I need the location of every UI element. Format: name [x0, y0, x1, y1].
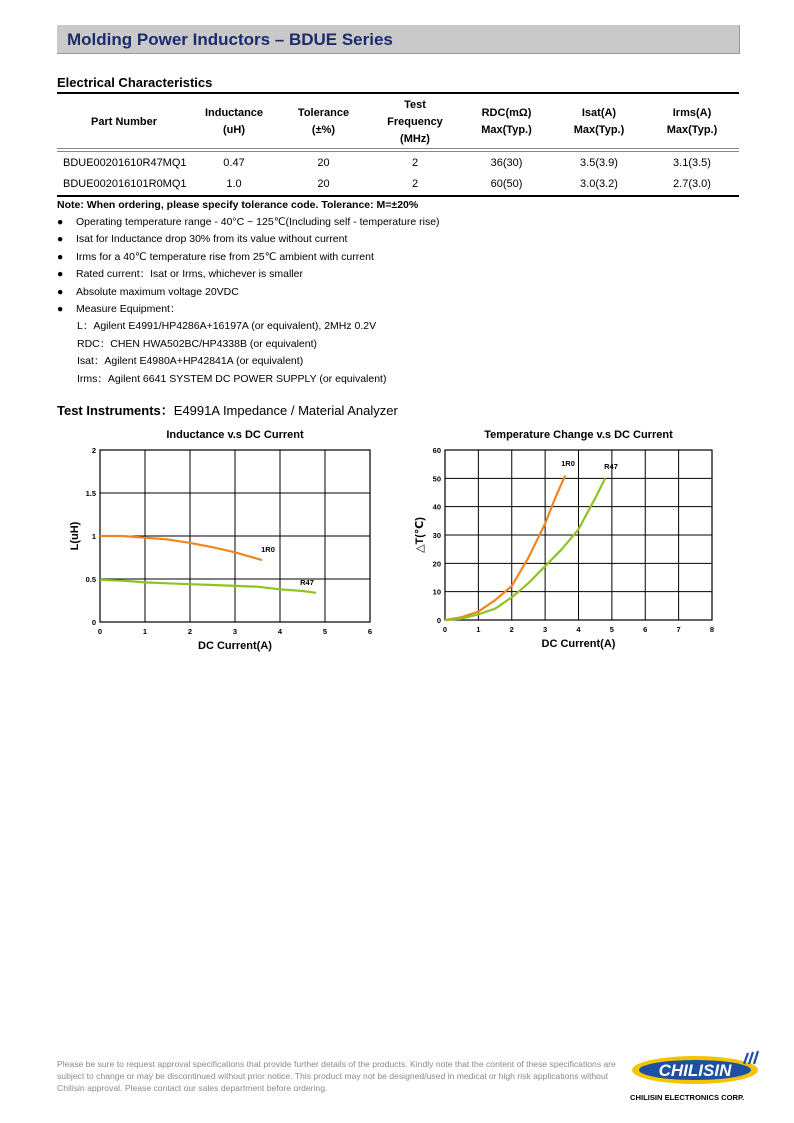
series-label: R47	[300, 578, 314, 587]
series-line-r47	[445, 478, 605, 620]
bullet-icon: ●	[57, 233, 64, 246]
spec-table	[57, 96, 739, 148]
y-tick-label: 0	[91, 618, 96, 627]
series-label: 1R0	[561, 459, 575, 468]
col-header: Part Number	[90, 115, 158, 128]
table-header-divider	[57, 148, 739, 149]
series-label: R47	[604, 462, 618, 471]
y-tick-label: 40	[432, 502, 441, 512]
col-header: RDC(mΩ) Max(Typ.)	[481, 107, 532, 136]
x-tick-label: 1	[476, 625, 481, 634]
rdc-cell: 60(50)	[490, 177, 523, 190]
inductance-cell: 0.47	[223, 156, 245, 169]
col-header: Isat(A) Max(Typ.)	[573, 107, 625, 136]
bullet-list	[57, 214, 739, 388]
bullet-icon: ●	[57, 250, 64, 263]
series-line-1r0	[100, 536, 262, 560]
y-tick-label: 10	[432, 587, 441, 597]
x-tick-label: 4	[576, 625, 581, 634]
footer-disclaimer: Please be sure to request approval specifications that provide further details of the products. Kindly note that the content of these specifications are subject to change or may be discontinued without prior notice. This product may not be designed/used in medical or high risk applications without Chilisin approval. Please contact our sales department before ordering.	[57, 1059, 616, 1093]
part-number-cell: BDUE002016101R0MQ1	[63, 177, 187, 190]
bullet-item: ● Isat for Inductance drop 30% from its value without current	[57, 231, 739, 248]
test-instruments	[57, 400, 398, 419]
series-line-r47	[100, 580, 316, 593]
irms-cell: 3.1(3.5)	[673, 156, 711, 169]
table-header-row	[57, 96, 739, 148]
x-axis-label: DC Current(A)	[541, 638, 616, 650]
rdc-cell: 36(30)	[490, 156, 523, 169]
table-row	[57, 173, 739, 194]
chart-title: Temperature Change v.s DC Current	[484, 429, 673, 441]
irms-cell: 2.7(3.0)	[673, 177, 711, 190]
x-tick-label: 5	[322, 627, 328, 636]
bullet-item: ● Operating temperature range - 40°C ~ 125℃(Including self - temperature rise)	[57, 214, 739, 231]
bullet-icon: ●	[57, 303, 64, 316]
spec-table-body	[57, 152, 739, 194]
y-tick-label: 1.5	[85, 489, 96, 498]
y-tick-label: 0.5	[85, 575, 96, 584]
company-logo	[630, 1050, 765, 1100]
bullet-item: ● Irms for a 40℃ temperature rise from 25℃ ambient with current	[57, 249, 739, 266]
y-tick-label: 1	[91, 532, 96, 541]
equipment-item: Irms：Agilent 6641 SYSTEM DC POWER SUPPLY (or equivalent)	[77, 372, 387, 385]
table-top-rule	[57, 92, 739, 94]
series-line-1r0	[445, 476, 565, 621]
x-axis-label: DC Current(A)	[198, 640, 272, 652]
x-tick-label: 2	[509, 625, 514, 634]
tolerance-cell: 20	[317, 177, 330, 190]
col-header: Inductance (uH)	[204, 107, 264, 136]
y-tick-label: 60	[432, 446, 441, 455]
inductance-chart	[55, 425, 385, 657]
x-tick-label: 2	[187, 627, 193, 636]
x-tick-label: 0	[442, 625, 448, 634]
col-header: Tolerance (±%)	[297, 107, 350, 136]
isat-cell: 3.0(3.2)	[580, 177, 618, 190]
tolerance-cell: 20	[317, 156, 330, 169]
equipment-item: RDC：CHEN HWA502BC/HP4338B (or equivalent)	[77, 337, 318, 350]
x-tick-label: 1	[142, 627, 148, 636]
x-tick-label: 6	[643, 625, 648, 634]
frequency-cell: 2	[411, 177, 419, 190]
bullet-icon: ●	[57, 285, 64, 298]
bullet-item: ● Absolute maximum voltage 20VDC	[57, 284, 739, 301]
x-tick-label: 8	[709, 625, 715, 634]
logo-text: CHILISIN	[658, 1061, 732, 1080]
bullet-icon: ●	[57, 216, 64, 228]
x-tick-label: 0	[97, 627, 103, 636]
y-tick-label: 50	[432, 474, 441, 484]
electrical-title: Electrical Characteristics	[57, 75, 213, 90]
ordering-note: Note: When ordering, please specify tolerance code. Tolerance: M=±20%	[57, 199, 419, 211]
logo-icon	[630, 1050, 765, 1086]
x-tick-label: 4	[277, 627, 283, 636]
frequency-cell: 2	[411, 156, 419, 169]
y-tick-label: 20	[432, 559, 441, 569]
page-title: Molding Power Inductors – BDUE Series	[67, 30, 393, 49]
table-bottom-rule	[57, 195, 739, 197]
y-tick-label: 2	[91, 446, 96, 455]
x-tick-label: 3	[232, 627, 238, 636]
col-header: Test Frequency (MHz)	[387, 98, 443, 145]
x-tick-label: 7	[676, 625, 681, 634]
series-label: 1R0	[261, 545, 275, 554]
title-bar	[57, 25, 740, 54]
x-tick-label: 6	[367, 627, 373, 636]
bullet-icon: ●	[57, 268, 64, 281]
y-axis-label: △T(℃)	[414, 517, 426, 553]
test-instruments-label: Test Instruments：	[57, 403, 174, 418]
y-axis-label: L(uH)	[69, 521, 81, 551]
x-tick-label: 3	[543, 625, 548, 634]
temperature-chart	[400, 425, 735, 657]
chart-title: Inductance v.s DC Current	[166, 429, 304, 441]
table-row	[57, 152, 739, 173]
y-tick-label: 30	[432, 531, 441, 540]
company-name: CHILISIN ELECTRONICS CORP.	[630, 1093, 745, 1102]
isat-cell: 3.5(3.9)	[580, 156, 618, 169]
x-tick-label: 5	[609, 625, 614, 634]
bullet-item: ● Rated current：Isat or Irms, whichever is smaller	[57, 266, 739, 283]
test-instruments-value: E4991A Impedance / Material Analyzer	[173, 403, 398, 418]
part-number-cell: BDUE00201610R47MQ1	[63, 156, 187, 169]
equipment-item: Isat：Agilent E4980A+HP42841A (or equivalent)	[77, 355, 304, 368]
y-tick-label: 0	[436, 616, 441, 625]
inductance-cell: 1.0	[226, 177, 242, 190]
bullet-item: ● Measure Equipment：	[57, 301, 739, 318]
equipment-item: L：Agilent E4991/HP4286A+16197A (or equivalent), 2MHz 0.2V	[77, 320, 377, 333]
col-header: Irms(A) Max(Typ.)	[666, 107, 718, 136]
